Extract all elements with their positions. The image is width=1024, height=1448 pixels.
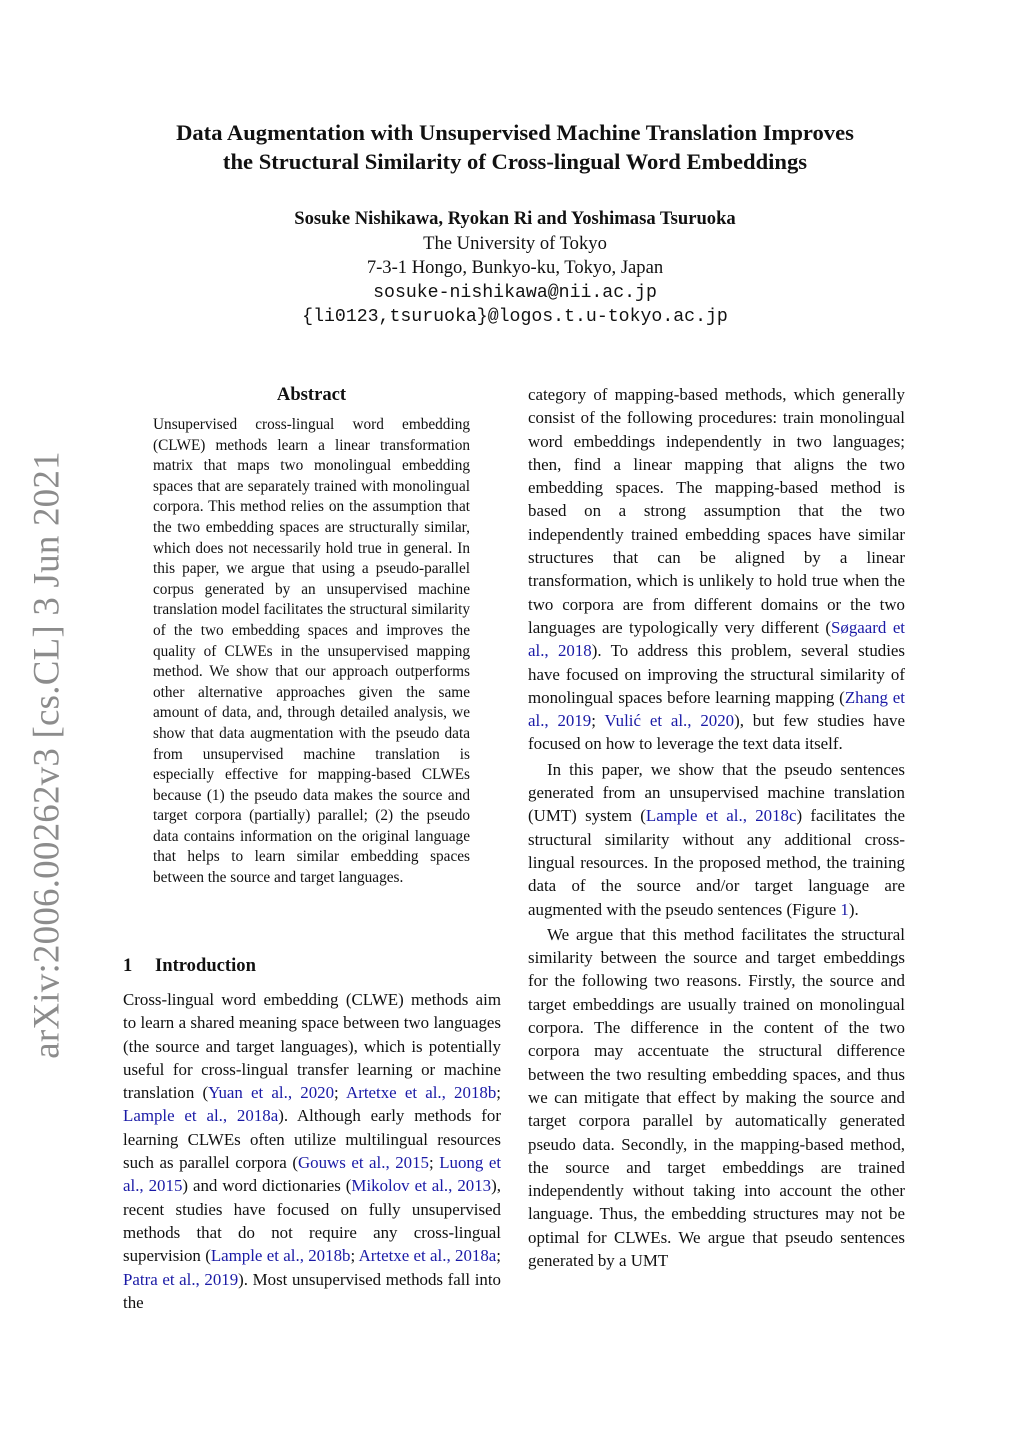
- citation-link[interactable]: Vulić et al., 2020: [604, 711, 735, 731]
- citation-link[interactable]: Yuan et al., 2020: [208, 1083, 335, 1103]
- email-2: {li0123,tsuruoka}@logos.t.u-tokyo.ac.jp: [302, 307, 728, 327]
- text-run: ), recent studies have focused on fully unsupervised methods that do not require any cross-lingual supervision (: [123, 1176, 501, 1266]
- text-run: ). Although early methods for learning CLWEs often utilize multilingual resources such as parallel corpora (: [123, 1106, 501, 1173]
- citation-link[interactable]: Patra et al., 2019: [123, 1269, 239, 1289]
- text-run: ). Most unsupervised methods fall into the: [123, 1269, 501, 1312]
- author-block: [110, 207, 920, 330]
- arxiv-id: arXiv:2006.00262v3 [cs.CL] 3 Jun 2021: [26, 451, 68, 1059]
- figure-link[interactable]: 1: [840, 899, 849, 919]
- text-run: ) facilitates the structural similarity without any additional cross-lingual resources. In the proposed method, the training data of the source and/or target language are augmented with the pseudo sentences (Figure: [528, 806, 905, 919]
- section-number: 1: [123, 955, 133, 976]
- citation-link[interactable]: Artetxe et al., 2018b: [346, 1083, 497, 1103]
- title-line-1: Data Augmentation with Unsupervised Machine Translation Improves: [176, 120, 854, 145]
- citation-link[interactable]: Lample et al., 2018a: [123, 1106, 279, 1126]
- address: 7-3-1 Hongo, Bunkyo-ku, Tokyo, Japan: [366, 257, 664, 278]
- text-run: ;: [428, 1153, 440, 1173]
- title-line-2: the Structural Similarity of Cross-lingual Word Embeddings: [222, 149, 808, 174]
- text-run: ;: [496, 1246, 501, 1266]
- citation-link[interactable]: Luong et al., 2015: [123, 1153, 502, 1196]
- paper-title: [110, 118, 920, 176]
- citation-link[interactable]: Lample et al., 2018b: [210, 1246, 351, 1266]
- abstract-text: Unsupervised cross-lingual word embedding (CLWE) methods learn a linear transformation matrix that maps two monolingual embedding spaces that are separately trained with monolingual corpora. This method relies on the assumption that the two embedding spaces are structurally similar, which does not necessarily hold true in general. In this paper, we argue that using a pseudo-parallel corpus generated by an unsupervised machine translation model facilitates the structural similarity of the two embedding spaces and improves the quality of CLWEs in the unsupervised mapping method. We show that our approach outperforms other alternative approaches given the same amount of data, and, through detailed analysis, we show that data augmentation with the pseudo data from unsupervised machine translation is especially effective for mapping-based CLWEs because (1) the pseudo data makes the source and target corpora (partially) parallel; (2) the pseudo data contains information on the original language that helps to learn similar embedding spaces between the source and target languages.: [153, 416, 470, 887]
- introduction-section: [123, 954, 501, 1314]
- abstract-heading: Abstract: [276, 384, 347, 405]
- right-paragraph-2: [528, 758, 905, 921]
- text-run: ;: [496, 1083, 501, 1103]
- right-paragraph-3: We argue that this method facilitates the structural similarity between the source and target embeddings for the following two reasons. Firstly, the source and target embeddings are usually trained on monolingual corpora. The difference in the content of the two corpora may accentuate the structural difference between the two resulting embedding spaces, and thus we can mitigate that effect by making the source and target corpora parallel by automatically generated pseudo data. Secondly, in the mapping-based method, the source and target embeddings are trained independently without taking into account the other language. Thus, the embedding structures may not be optimal for CLWEs. We argue that pseudo sentences generated by a UMT: [528, 924, 905, 1270]
- citation-link[interactable]: Søgaard et al., 2018: [528, 617, 906, 661]
- text-run: category of mapping-based methods, which generally consist of the following procedures: train monolingual word embeddings independently in two languages; then, find a linear mapping that aligns the two embedding spaces. The mapping-based method is based on a strong assumption that the two independently trained embedding spaces have similar structures that can be aligned by a linear transformation, which is unlikely to hold true when the two corpora are from different domains or the two languages are typologically very different (: [528, 385, 905, 637]
- text-run: ) and word dictionaries (: [182, 1176, 352, 1196]
- text-run: ;: [591, 711, 605, 731]
- section-title: Introduction: [155, 955, 256, 976]
- author-names: Sosuke Nishikawa, Ryokan Ri and Yoshimasa Tsuruoka: [294, 208, 736, 229]
- text-run: ;: [350, 1246, 359, 1266]
- affiliation: The University of Tokyo: [423, 232, 607, 254]
- citation-link[interactable]: Zhang et al., 2019: [528, 687, 905, 731]
- intro-paragraph-1: [123, 988, 501, 1314]
- citation-link[interactable]: Artetxe et al., 2018a: [358, 1246, 497, 1266]
- citation-link[interactable]: Lample et al., 2018c: [645, 806, 797, 826]
- abstract-section: [153, 383, 470, 889]
- text-run: ;: [334, 1083, 346, 1103]
- text-run: ).: [848, 899, 859, 919]
- text-run: ). To address this problem, several studies have focused on improving the structural similarity of monolingual spaces before learning mapping (: [528, 641, 906, 707]
- citation-link[interactable]: Mikolov et al., 2013: [351, 1176, 492, 1196]
- text-run: ), but few studies have focused on how to leverage the text data itself.: [528, 711, 905, 754]
- right-column: [528, 383, 905, 1272]
- text-run: In this paper, we show that the pseudo sentences generated from an unsupervised machine translation (UMT) system (: [528, 759, 905, 826]
- section-heading: [123, 954, 501, 978]
- right-paragraph-1: [528, 383, 905, 756]
- text-run: Cross-lingual word embedding (CLWE) methods aim to learn a shared meaning space between two languages (the source and target languages), which is potentially useful for cross-lingual transfer learning or machine translation (: [123, 990, 501, 1103]
- email-1: sosuke-nishikawa@nii.ac.jp: [373, 282, 657, 303]
- arxiv-sidebar: [22, 451, 72, 1059]
- citation-link[interactable]: Gouws et al., 2015: [297, 1153, 429, 1173]
